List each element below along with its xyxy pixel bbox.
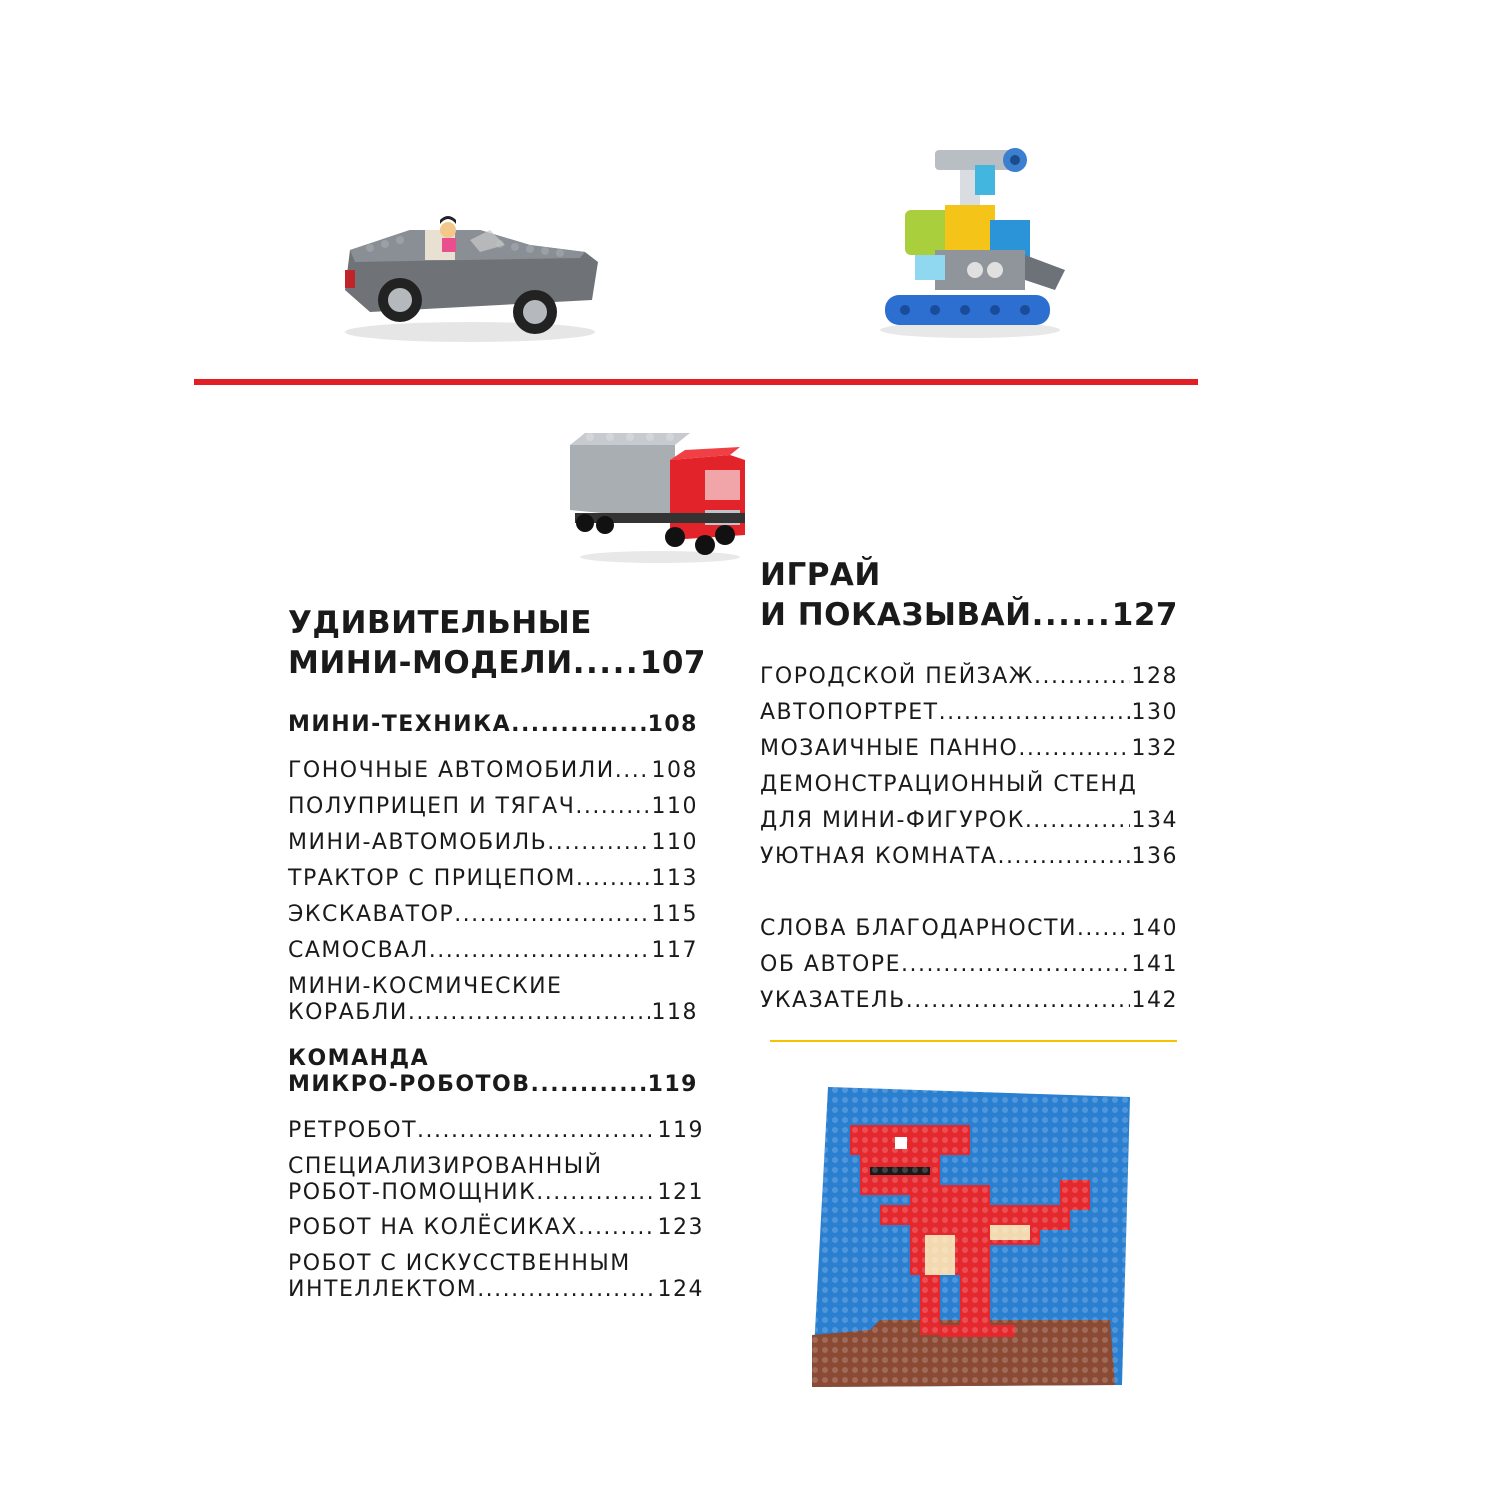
leader-dots xyxy=(531,1072,646,1097)
leader-dots xyxy=(576,866,650,891)
leader-dots xyxy=(417,1118,655,1143)
toc-entry[interactable] xyxy=(288,1118,704,1143)
page-number: 117 xyxy=(651,938,698,963)
entry-label-line1: МИНИ-КОСМИЧЕСКИЕ xyxy=(288,974,563,999)
toc-entry[interactable] xyxy=(760,664,1178,689)
page-number: 118 xyxy=(651,1000,698,1025)
section-page-number: 107 xyxy=(639,645,706,681)
toc-entry[interactable] xyxy=(288,1277,704,1302)
toc-entry[interactable] xyxy=(288,1000,698,1025)
red-divider xyxy=(194,379,1198,385)
section-page-number: 127 xyxy=(1111,597,1178,633)
toc-entry[interactable] xyxy=(760,736,1178,761)
entry-label: ГОНОЧНЫЕ АВТОМОБИЛИ xyxy=(288,758,615,783)
entry-label-line1: РОБОТ С ИСКУССТВЕННЫМ xyxy=(288,1251,631,1276)
yellow-divider xyxy=(770,1040,1177,1042)
page-number: 142 xyxy=(1131,988,1178,1013)
page-number: 136 xyxy=(1131,844,1178,869)
leader-dots xyxy=(1077,916,1130,941)
leader-dots xyxy=(997,844,1129,869)
toc-group-heading[interactable] xyxy=(288,712,698,737)
page-number: 119 xyxy=(657,1118,704,1143)
robot-model-image xyxy=(875,140,1070,340)
leader-dots xyxy=(1025,808,1130,833)
entry-label: ТРАКТОР С ПРИЦЕПОМ xyxy=(288,866,576,891)
entry-label: МОЗАИЧНЫЕ ПАННО xyxy=(760,736,1019,761)
entry-label-line1: СПЕЦИАЛИЗИРОВАННЫЙ xyxy=(288,1154,603,1179)
leader-dots xyxy=(1018,736,1129,761)
page-number: 121 xyxy=(657,1180,704,1205)
section-title-row xyxy=(288,645,706,681)
leader-dots xyxy=(573,645,638,681)
leader-dots xyxy=(477,1277,655,1302)
leader-dots xyxy=(511,712,645,737)
page-number: 128 xyxy=(1131,664,1178,689)
toc-entry[interactable] xyxy=(288,866,698,891)
leader-dots xyxy=(578,1215,656,1240)
section-title-line1: УДИВИТЕЛЬНЫЕ xyxy=(288,605,592,641)
page-number: 110 xyxy=(651,794,698,819)
entry-label: ЭКСКАВАТОР xyxy=(288,902,455,927)
section-title-line2: И ПОКАЗЫВАЙ xyxy=(760,597,1032,633)
entry-label: ОБ АВТОРЕ xyxy=(760,952,901,977)
leader-dots xyxy=(901,952,1130,977)
page-number: 140 xyxy=(1131,916,1178,941)
section-title-line1: ИГРАЙ xyxy=(760,557,881,593)
entry-label: АВТОПОРТРЕТ xyxy=(760,700,939,725)
toc-entry[interactable] xyxy=(760,844,1178,869)
entry-label: МИНИ-АВТОМОБИЛЬ xyxy=(288,830,548,855)
entry-label: РЕТРОБОТ xyxy=(288,1118,418,1143)
page-number: 141 xyxy=(1131,952,1178,977)
toc-entry[interactable] xyxy=(760,700,1178,725)
toc-entry[interactable] xyxy=(288,902,698,927)
toc-entry[interactable] xyxy=(760,808,1178,833)
page-number: 119 xyxy=(647,1072,698,1097)
leader-dots xyxy=(408,1000,650,1025)
section-title-row xyxy=(760,597,1178,633)
leader-dots xyxy=(575,794,649,819)
leader-dots xyxy=(536,1180,655,1205)
page-number: 110 xyxy=(651,830,698,855)
entry-label: САМОСВАЛ xyxy=(288,938,429,963)
toc-entry[interactable] xyxy=(288,938,698,963)
page-number: 134 xyxy=(1131,808,1178,833)
section-title-line2: МИНИ-МОДЕЛИ xyxy=(288,645,573,681)
leader-dots xyxy=(547,830,649,855)
page-number: 123 xyxy=(657,1215,704,1240)
leader-dots xyxy=(1032,597,1110,633)
entry-label-line2: РОБОТ-ПОМОЩНИК xyxy=(288,1180,537,1205)
leader-dots xyxy=(906,988,1130,1013)
leader-dots xyxy=(454,902,649,927)
page-number: 108 xyxy=(651,758,698,783)
toc-entry[interactable] xyxy=(288,794,698,819)
entry-label: УКАЗАТЕЛЬ xyxy=(760,988,906,1013)
page-number: 132 xyxy=(1131,736,1178,761)
entry-label: РОБОТ НА КОЛЁСИКАХ xyxy=(288,1215,578,1240)
entry-label-line2: ИНТЕЛЛЕКТОМ xyxy=(288,1277,478,1302)
toc-entry[interactable] xyxy=(760,952,1178,977)
car-model-image xyxy=(330,200,610,350)
leader-dots xyxy=(615,758,650,783)
group-title-line2: МИКРО-РОБОТОВ xyxy=(288,1072,531,1097)
leader-dots xyxy=(939,700,1130,725)
toc-entry[interactable] xyxy=(288,830,698,855)
entry-label: ГОРОДСКОЙ ПЕЙЗАЖ xyxy=(760,664,1035,689)
toc-entry[interactable] xyxy=(288,1215,704,1240)
group-title-line1: КОМАНДА xyxy=(288,1046,430,1071)
entry-label-line2: КОРАБЛИ xyxy=(288,1000,408,1025)
page-number: 113 xyxy=(651,866,698,891)
page-number: 130 xyxy=(1131,700,1178,725)
toc-entry[interactable] xyxy=(760,916,1178,941)
toc-entry[interactable] xyxy=(288,758,698,783)
page-number: 124 xyxy=(657,1277,704,1302)
leader-dots xyxy=(1034,664,1129,689)
toc-group-heading[interactable] xyxy=(288,1072,698,1097)
entry-label: ПОЛУПРИЦЕП И ТЯГАЧ xyxy=(288,794,576,819)
entry-label: УЮТНАЯ КОМНАТА xyxy=(760,844,998,869)
page-number: 108 xyxy=(647,712,698,737)
entry-label-line1: ДЕМОНСТРАЦИОННЫЙ СТЕНД xyxy=(760,772,1138,797)
entry-label: СЛОВА БЛАГОДАРНОСТИ xyxy=(760,916,1077,941)
leader-dots xyxy=(429,938,650,963)
page-number: 115 xyxy=(651,902,698,927)
toc-entry[interactable] xyxy=(288,1180,704,1205)
group-title: МИНИ-ТЕХНИКА xyxy=(288,712,512,737)
truck-model-image xyxy=(565,425,755,565)
entry-label-line2: ДЛЯ МИНИ-ФИГУРОК xyxy=(760,808,1025,833)
toc-entry[interactable] xyxy=(760,988,1178,1013)
dinosaur-mosaic-image xyxy=(810,1085,1135,1395)
